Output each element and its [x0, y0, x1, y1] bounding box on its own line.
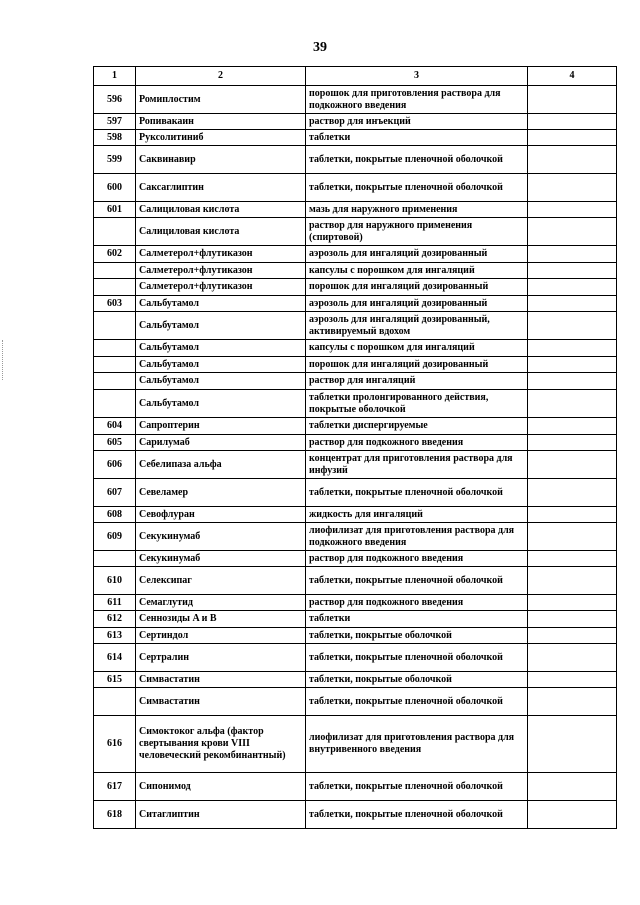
- table-row: [94, 174, 617, 202]
- drug-name: Севофлуран: [136, 507, 306, 523]
- row-number: 618: [94, 801, 136, 829]
- table-row: [94, 373, 617, 390]
- table-row: [94, 595, 617, 611]
- empty-cell: [528, 174, 617, 202]
- drug-name: Селексипаг: [136, 567, 306, 595]
- dosage-form: аэрозоль для ингаляций дозированный, активируемый вдохом: [306, 312, 528, 340]
- row-number: 607: [94, 479, 136, 507]
- empty-cell: [528, 595, 617, 611]
- table-row: [94, 551, 617, 567]
- row-number: 603: [94, 296, 136, 312]
- dosage-form: таблетки, покрытые пленочной оболочкой: [306, 567, 528, 595]
- drug-table-body: [94, 67, 617, 829]
- drug-name: Салициловая кислота: [136, 202, 306, 218]
- header-col-1: 1: [94, 67, 136, 86]
- table-row: [94, 435, 617, 451]
- drug-name: Сальбутамол: [136, 296, 306, 312]
- empty-cell: [528, 611, 617, 628]
- dosage-form: таблетки, покрытые оболочкой: [306, 672, 528, 688]
- dosage-form: таблетки, покрытые пленочной оболочкой: [306, 644, 528, 672]
- row-number: 601: [94, 202, 136, 218]
- empty-cell: [528, 296, 617, 312]
- row-number: [94, 688, 136, 716]
- dosage-form: таблетки диспергируемые: [306, 418, 528, 435]
- empty-cell: [528, 523, 617, 551]
- empty-cell: [528, 507, 617, 523]
- empty-cell: [528, 86, 617, 114]
- dosage-form: таблетки: [306, 611, 528, 628]
- row-number: 616: [94, 716, 136, 773]
- drug-name: Симвастатин: [136, 688, 306, 716]
- drug-name: Сертиндол: [136, 628, 306, 644]
- drug-name: Сальбутамол: [136, 312, 306, 340]
- row-number: 605: [94, 435, 136, 451]
- empty-cell: [528, 551, 617, 567]
- table-row: [94, 672, 617, 688]
- table-row: [94, 628, 617, 644]
- dosage-form: таблетки, покрытые пленочной оболочкой: [306, 146, 528, 174]
- dosage-form: капсулы с порошком для ингаляций: [306, 340, 528, 357]
- table-row: [94, 246, 617, 263]
- table-row: [94, 451, 617, 479]
- drug-name: Секукинумаб: [136, 523, 306, 551]
- empty-cell: [528, 672, 617, 688]
- table-row: [94, 312, 617, 340]
- drug-name: Сипонимод: [136, 773, 306, 801]
- table-row: [94, 279, 617, 296]
- dosage-form: таблетки, покрытые пленочной оболочкой: [306, 801, 528, 829]
- dosage-form: раствор для ингаляций: [306, 373, 528, 390]
- empty-cell: [528, 114, 617, 130]
- table-row: [94, 390, 617, 418]
- empty-cell: [528, 435, 617, 451]
- drug-name: Ропивакаин: [136, 114, 306, 130]
- row-number: 597: [94, 114, 136, 130]
- row-number: 598: [94, 130, 136, 146]
- row-number: 611: [94, 595, 136, 611]
- empty-cell: [528, 130, 617, 146]
- dosage-form: мазь для наружного применения: [306, 202, 528, 218]
- table-row: [94, 567, 617, 595]
- empty-cell: [528, 218, 617, 246]
- table-row: [94, 418, 617, 435]
- empty-cell: [528, 716, 617, 773]
- empty-cell: [528, 628, 617, 644]
- drug-name: Севеламер: [136, 479, 306, 507]
- empty-cell: [528, 340, 617, 357]
- table-row: [94, 644, 617, 672]
- drug-name: Салметерол+флутиказон: [136, 246, 306, 263]
- dosage-form: жидкость для ингаляций: [306, 507, 528, 523]
- row-number: 602: [94, 246, 136, 263]
- dosage-form: раствор для инъекций: [306, 114, 528, 130]
- row-number: 600: [94, 174, 136, 202]
- drug-name: Семаглутид: [136, 595, 306, 611]
- drug-name: Сарилумаб: [136, 435, 306, 451]
- drug-name: Сальбутамол: [136, 390, 306, 418]
- drug-table: [93, 66, 617, 829]
- row-number: [94, 263, 136, 279]
- drug-name: Салициловая кислота: [136, 218, 306, 246]
- page-number: 39: [313, 40, 327, 55]
- empty-cell: [528, 567, 617, 595]
- drug-name: Сальбутамол: [136, 357, 306, 373]
- dosage-form: таблетки: [306, 130, 528, 146]
- margin-mark: [2, 340, 5, 380]
- dosage-form: таблетки, покрытые пленочной оболочкой: [306, 174, 528, 202]
- row-number: [94, 551, 136, 567]
- table-row: [94, 218, 617, 246]
- header-col-2: 2: [136, 67, 306, 86]
- drug-name: Салметерол+флутиказон: [136, 263, 306, 279]
- drug-name: Ромиплостим: [136, 86, 306, 114]
- empty-cell: [528, 688, 617, 716]
- dosage-form: лиофилизат для приготовления раствора для внутривенного введения: [306, 716, 528, 773]
- row-number: 613: [94, 628, 136, 644]
- dosage-form: аэрозоль для ингаляций дозированный: [306, 296, 528, 312]
- dosage-form: концентрат для приготовления раствора для инфузий: [306, 451, 528, 479]
- drug-name: Ситаглиптин: [136, 801, 306, 829]
- dosage-form: порошок для ингаляций дозированный: [306, 279, 528, 296]
- empty-cell: [528, 801, 617, 829]
- table-row: [94, 479, 617, 507]
- empty-cell: [528, 246, 617, 263]
- table-row: [94, 688, 617, 716]
- row-number: 615: [94, 672, 136, 688]
- empty-cell: [528, 418, 617, 435]
- dosage-form: таблетки, покрытые оболочкой: [306, 628, 528, 644]
- empty-cell: [528, 279, 617, 296]
- drug-name: Сальбутамол: [136, 373, 306, 390]
- row-number: 609: [94, 523, 136, 551]
- empty-cell: [528, 357, 617, 373]
- table-row: [94, 86, 617, 114]
- dosage-form: аэрозоль для ингаляций дозированный: [306, 246, 528, 263]
- dosage-form: таблетки, покрытые пленочной оболочкой: [306, 773, 528, 801]
- drug-name: Сапроптерин: [136, 418, 306, 435]
- row-number: [94, 279, 136, 296]
- row-number: 608: [94, 507, 136, 523]
- dosage-form: порошок для ингаляций дозированный: [306, 357, 528, 373]
- empty-cell: [528, 373, 617, 390]
- drug-name: Секукинумаб: [136, 551, 306, 567]
- row-number: 604: [94, 418, 136, 435]
- drug-name: Сертралин: [136, 644, 306, 672]
- row-number: [94, 373, 136, 390]
- table-row: [94, 296, 617, 312]
- row-number: 610: [94, 567, 136, 595]
- row-number: [94, 357, 136, 373]
- empty-cell: [528, 644, 617, 672]
- empty-cell: [528, 390, 617, 418]
- empty-cell: [528, 773, 617, 801]
- dosage-form: раствор для наружного применения (спиртовой): [306, 218, 528, 246]
- header-col-4: 4: [528, 67, 617, 86]
- row-number: [94, 218, 136, 246]
- drug-name: Руксолитиниб: [136, 130, 306, 146]
- dosage-form: порошок для приготовления раствора для подкожного введения: [306, 86, 528, 114]
- dosage-form: таблетки, покрытые пленочной оболочкой: [306, 688, 528, 716]
- table-row: [94, 202, 617, 218]
- dosage-form: раствор для подкожного введения: [306, 595, 528, 611]
- header-row: [94, 67, 617, 86]
- header-col-3: 3: [306, 67, 528, 86]
- empty-cell: [528, 263, 617, 279]
- empty-cell: [528, 312, 617, 340]
- row-number: [94, 312, 136, 340]
- table-row: [94, 523, 617, 551]
- row-number: 599: [94, 146, 136, 174]
- dosage-form: капсулы с порошком для ингаляций: [306, 263, 528, 279]
- drug-name: Симоктоког альфа (фактор свертывания крови VIII человеческий рекомбинантный): [136, 716, 306, 773]
- table-row: [94, 773, 617, 801]
- drug-name: Сальбутамол: [136, 340, 306, 357]
- table-row: [94, 801, 617, 829]
- table-row: [94, 716, 617, 773]
- empty-cell: [528, 202, 617, 218]
- dosage-form: таблетки пролонгированного действия, покрытые оболочкой: [306, 390, 528, 418]
- drug-name: Саксаглиптин: [136, 174, 306, 202]
- row-number: 614: [94, 644, 136, 672]
- row-number: [94, 340, 136, 357]
- empty-cell: [528, 479, 617, 507]
- dosage-form: раствор для подкожного введения: [306, 551, 528, 567]
- dosage-form: таблетки, покрытые пленочной оболочкой: [306, 479, 528, 507]
- table-row: [94, 611, 617, 628]
- table-row: [94, 340, 617, 357]
- row-number: 612: [94, 611, 136, 628]
- row-number: 606: [94, 451, 136, 479]
- table-row: [94, 357, 617, 373]
- table-row: [94, 263, 617, 279]
- dosage-form: лиофилизат для приготовления раствора для подкожного введения: [306, 523, 528, 551]
- table-row: [94, 146, 617, 174]
- drug-name: Салметерол+флутиказон: [136, 279, 306, 296]
- drug-name: Симвастатин: [136, 672, 306, 688]
- row-number: 596: [94, 86, 136, 114]
- dosage-form: раствор для подкожного введения: [306, 435, 528, 451]
- table-row: [94, 130, 617, 146]
- empty-cell: [528, 146, 617, 174]
- row-number: 617: [94, 773, 136, 801]
- table-row: [94, 507, 617, 523]
- empty-cell: [528, 451, 617, 479]
- drug-name: Сеннозиды A и B: [136, 611, 306, 628]
- row-number: [94, 390, 136, 418]
- drug-name: Саквинавир: [136, 146, 306, 174]
- table-row: [94, 114, 617, 130]
- drug-name: Себелипаза альфа: [136, 451, 306, 479]
